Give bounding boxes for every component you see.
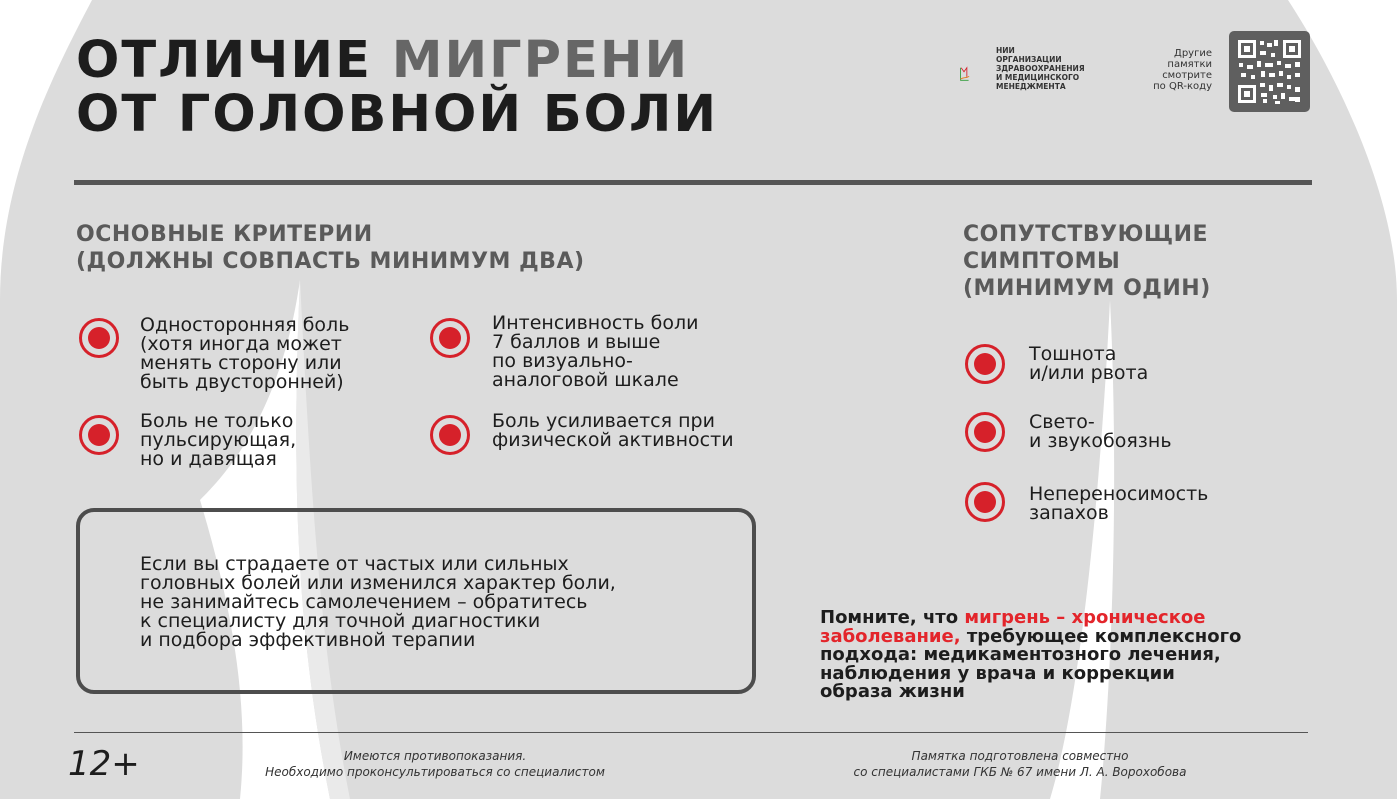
criteria-bullet-icon [430,318,470,358]
symptoms-heading: СОПУТСТВУЮЩИЕ СИМПТОМЫ (МИНИМУМ ОДИН) [963,222,1211,301]
advice-text: Если вы страдаете от частых или сильных головных болей или изменился характер боли, не занимайтесь самолечением – обратитесь к специалисту для точной диагностики и подбора эффективной терапии [140,553,616,651]
footer-credit: Памятка подготовлена совместно со специалистами ГКБ № 67 имени Л. А. Ворохобова [853,749,1187,779]
criteria-item: Боль не только пульсирующая, но и давящая [140,410,297,470]
symptom-bullet-icon [965,412,1005,452]
criteria-bullet-icon [79,415,119,455]
symptom-bullet-icon [965,482,1005,522]
qr-code[interactable] [1229,31,1310,112]
criteria-item: Односторонняя боль (хотя иногда может менять сторону или быть двусторонней) [140,314,350,393]
criteria-bullet-icon [79,318,119,358]
criteria-item: Боль усиливается при физической активности [492,410,734,451]
qr-note: Другие памятки смотрите по QR-коду [1153,48,1212,92]
institute-logo-icon [960,44,1000,104]
symptom-bullet-icon [965,344,1005,384]
symptom-item: Непереносимость запахов [1029,483,1209,524]
criteria-heading: ОСНОВНЫЕ КРИТЕРИИ (ДОЛЖНЫ СОВПАСТЬ МИНИМУМ ДВА) [76,222,585,274]
qr-code-icon [1229,31,1310,112]
symptom-item: Свето- и звукобоязнь [1029,411,1172,452]
remember-note: Помните, что мигрень – хроническое заболевание, требующее комплексного подхода: медикаментозного лечения, наблюдения у врача и коррекции образа жизни [820,607,1242,702]
logo-text: НИИ ОРГАНИЗАЦИИ ЗДРАВООХРАНЕНИЯ И МЕДИЦИНСКОГО МЕНЕДЖМЕНТА [996,46,1085,91]
page-title: ОТЛИЧИЕ МИГРЕНИ ОТ ГОЛОВНОЙ БОЛИ [76,31,719,144]
age-rating: 12+ [68,744,140,784]
header-divider [74,180,1312,185]
footer-warning: Имеются противопоказания. Необходимо проконсультироваться со специалистом [265,749,605,779]
criteria-bullet-icon [430,415,470,455]
criteria-item: Интенсивность боли 7 баллов и выше по визуально- аналоговой шкале [492,312,699,391]
footer-divider [74,732,1308,733]
symptom-item: Тошнота и/или рвота [1029,343,1149,384]
